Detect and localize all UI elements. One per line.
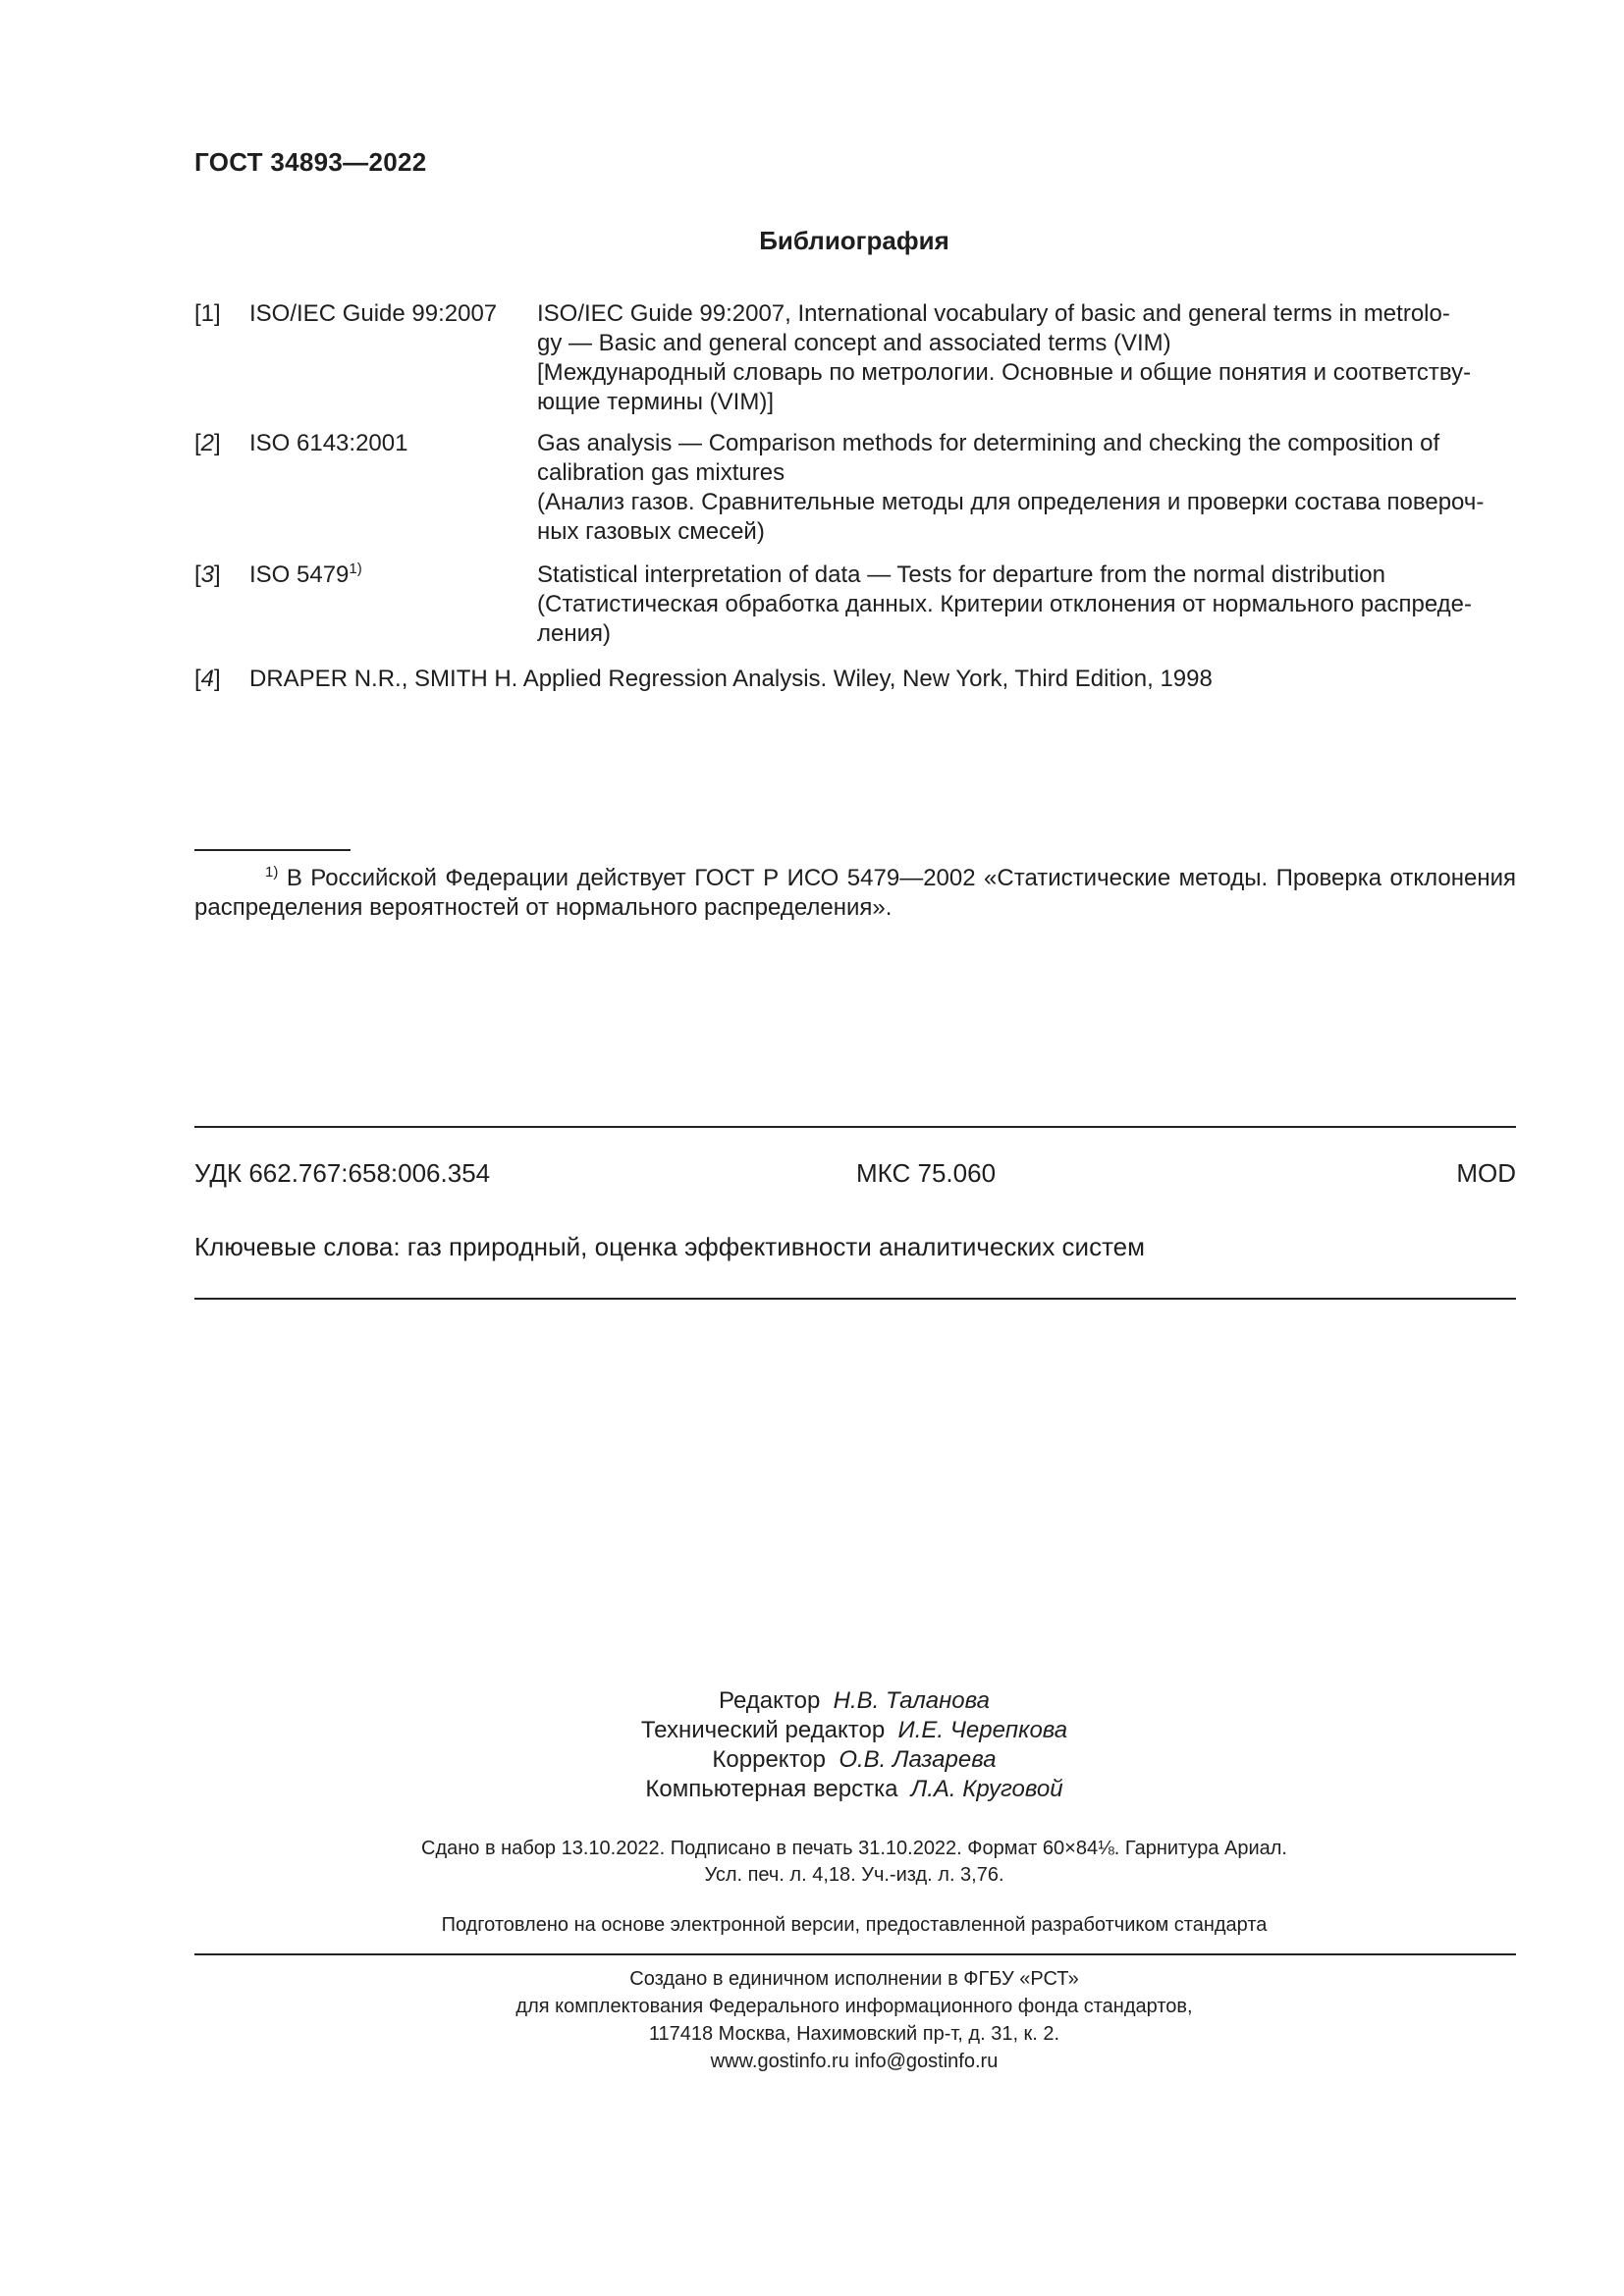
keywords: Ключевые слова: газ природный, оценка эффективности аналитических систем	[194, 1232, 1146, 1261]
credit-layout: Компьютерная верстка Л.А. Круговой	[645, 1776, 1063, 1802]
imprint: Создано в единичном исполнении в ФГБУ «РСТ» для комплектования Федерального информационного фонда стандартов, 117418 Москва, Нахимовский пр-т, д. 31, к. 2. www.gostinfo.ru info@gostinfo.ru	[0, 1965, 1624, 2075]
credits	[0, 1686, 1624, 1804]
mks-code: МКС 75.060	[856, 1158, 997, 1188]
document-code: ГОСТ 34893—2022	[194, 147, 427, 177]
ref-description: Statistical interpretation of data — Tests for departure from the normal distribution (Статистическая обработка данных. Критерии отклонения от нормального распреде- ления)	[537, 561, 1472, 647]
bibliography-entry-3	[194, 561, 1516, 649]
credit-corrector: Корректор О.В. Лазарева	[712, 1746, 997, 1773]
ref-number: [4]	[194, 666, 221, 692]
ref-text: DRAPER N.R., SMITH H. Applied Regression Analysis. Wiley, New York, Third Edition, 1998	[249, 666, 1213, 692]
bibliography-title: Библиография	[759, 226, 949, 255]
footnote	[194, 864, 1516, 923]
udk-code: УДК 662.767:658:006.354	[194, 1158, 491, 1188]
credit-editor: Редактор Н.В. Таланова	[719, 1687, 990, 1714]
ref-code: ISO 6143:2001	[249, 430, 408, 456]
divider-top	[194, 1126, 1516, 1128]
ref-number: [3]	[194, 561, 221, 588]
ref-number: [2]	[194, 430, 221, 456]
bibliography-entry-1	[194, 299, 1516, 417]
footnote-marker: 1)	[349, 561, 362, 577]
ref-code: ISO/IEC Guide 99:2007	[249, 300, 498, 327]
footnote-marker: 1)	[265, 864, 279, 881]
credit-tech-editor: Технический редактор И.Е. Черепкова	[640, 1717, 1068, 1743]
ref-description: Gas analysis — Comparison methods for determining and checking the composition of calibration gas mixtures (Анализ газов. Сравнительные методы для определения и проверки состава повероч- ных газовых смесей)	[537, 430, 1485, 545]
print-info: Сдано в набор 13.10.2022. Подписано в печать 31.10.2022. Формат 60×84⅛. Гарнитура Ариал. Усл. печ. л. 4,18. Уч.-изд. л. 3,76.	[421, 1838, 1287, 1886]
footnote-divider	[194, 849, 351, 851]
prepared-note: Подготовлено на основе электронной версии, предоставленной разработчиком стандарта	[441, 1914, 1268, 1936]
divider-imprint	[194, 1953, 1516, 1955]
ref-description: ISO/IEC Guide 99:2007, International vocabulary of basic and general terms in metrolo- gy — Basic and general concept and associated terms (VIM) [Международный словарь по метрологии. Основные и общие понятия и соответству- ющие термины (VIM)]	[537, 300, 1472, 415]
bibliography-entry-2	[194, 429, 1516, 547]
footnote-text: В Российской Федерации действует ГОСТ Р ИСО 5479—2002 «Статистические методы. Проверка отклонения распределения вероятностей от нормального распределения».	[194, 865, 1517, 921]
ref-number: [1]	[194, 300, 221, 327]
imprint-contacts: www.gostinfo.ru info@gostinfo.ru	[710, 2051, 999, 2072]
ref-code: ISO 5479$^{1)}$	[249, 561, 362, 588]
bibliography-entry-4	[194, 665, 1213, 694]
divider-bottom	[194, 1298, 1516, 1300]
mod-label: MOD	[1456, 1158, 1516, 1188]
